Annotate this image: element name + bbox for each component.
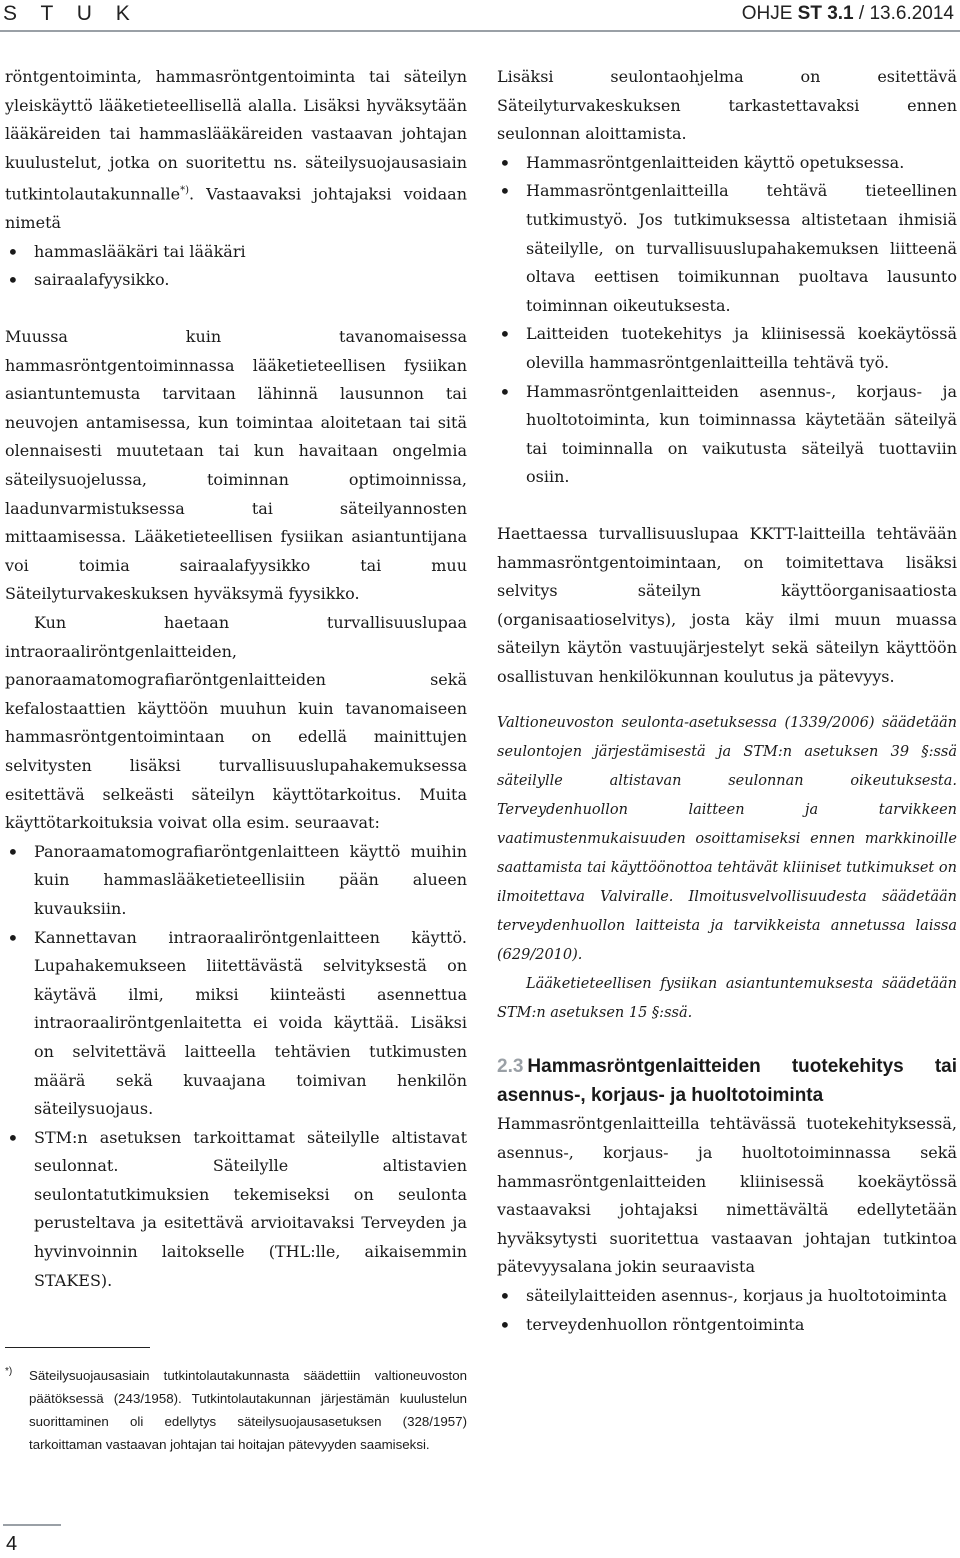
other-purposes-list [497, 149, 957, 492]
director-list [5, 238, 467, 295]
list-item: • hammaslääkäri tai lääkäri [5, 238, 467, 267]
footnote-mark: *) [5, 1366, 13, 1377]
left-paragraph-1-text: röntgentoiminta, hammasröntgentoiminta tai säteilyn yleiskäyttö lääketieteellisellä alalla. Lisäksi hyväksytään lääkäreiden tai hammaslääkäreiden vastaavan johtajan kuulustelut, jotka on suoritettu ns. säteilysuojausasiain tutkintolautakunnalle [5, 67, 467, 204]
legal-note-2: Lääketieteellisen fysiikan asiantuntemuksesta säädetään STM:n asetuksen 15 §:ssä. [497, 976, 957, 1022]
list-item: • STM:n asetuksen tarkoittamat säteilylle altistavat seulonnat. Säteilylle altistavien seulontatutkimuksien tekemiseksi on seulonta perusteltava ja esitettävä arvioitavaksi Terveyden ja hyvinvoinnin laitokselle (THL:lle, aikaisemmin STAKES). [5, 1124, 467, 1296]
right-paragraph-1: Lisäksi seulontaohjelma on esitettävä Säteilyturvakeskuksen tarkastettavaksi ennen seulonnan aloittamista. [497, 67, 957, 144]
list-item: • Hammasröntgenlaitteiden asennus-, korjaus- ja huoltotoiminta, kun toiminnassa käytetään säteilyä tai toiminnalla on vaikutusta säteilyä tuottaviin osiin. [497, 378, 957, 492]
brand-logo: S T U K [3, 2, 139, 25]
page-number: 4 [6, 1533, 18, 1555]
list-item: • Laitteiden tuotekehitys ja kliinisessä koekäytössä olevilla hammasröntgenlaitteilla tehtävä työ. [497, 320, 957, 377]
left-paragraph-1 [5, 63, 467, 238]
list-item: • sairaalafyysikko. [5, 266, 467, 295]
left-paragraph-2: Muussa kuin tavanomaisessa hammasröntgentoiminnassa lääketieteellisen fysiikan asiantuntemusta tarvitaan lähinnä lausunnon tai neuvojen antamisessa, kun toimintaa aloitetaan tai sitä olennaisesti muutetaan tai kun havaitaan ongelmia säteilysuojelussa, toiminnan optimoinnissa, laadunvarmistuksessa tai säteilyannosten mittaamisessa. Lääketieteellisen fysiikan asiantuntijana voi toimia sairaalafyysikko tai muu Säteilyturvakeskuksen hyväksymä fyysikko. [5, 327, 467, 604]
footnote [5, 1364, 467, 1456]
section-heading [497, 1052, 957, 1110]
list-item: • Hammasröntgenlaitteiden käyttö opetuksessa. [497, 149, 957, 178]
purpose-list [5, 838, 467, 1296]
guide-code: ST 3.1 [797, 3, 854, 24]
right-column [497, 63, 957, 1339]
guide-prefix: OHJE [741, 3, 798, 24]
left-paragraph-1-end: . Vastaavaksi johtajaksi voidaan nimetä [5, 184, 467, 233]
right-paragraph-3: Hammasröntgenlaitteilla tehtävässä tuotekehityksessä, asennus-, korjaus- ja huoltotoiminnassa sekä hammasröntgenlaitteiden kliinisessä koekäytössä vastaavaksi johtajaksi nimettävältä edellytetään hyväksytysti suoritettua vastaavan johtajan tutkintoa pätevyysalana jokin seuraavista [497, 1114, 957, 1277]
list-item: • Kannettavan intraoraaliröntgenlaitteen käyttö. Lupahakemukseen liitettävästä selvityksestä on käytävä ilmi, miksi kiinteästi asennettua intraoraaliröntgenlaitetta ei voida käyttää. Lisäksi on selvitettävä laitteella tehtävien tutkimusten määrä sekä kuvaajana toimivan henkilön säteilysuojaus. [5, 924, 467, 1124]
left-paragraph-3: Kun haetaan turvallisuuslupaa intraoraaliröntgenlaitteiden, panoraamatomografiaröntgenlaitteiden sekä kefalostaattien käyttöön muuhun kuin tavanomaiseen hammasröntgentoimintaan on edellä mainittujen selvitysten lisäksi turvallisuuslupahakemuksessa esitettävä selkeästi säteilyn käyttötarkoitus. Muita käyttötarkoituksia voivat olla esim. seuraavat: [5, 613, 467, 833]
guide-date: / 13.6.2014 [853, 3, 954, 24]
section-title: Hammasröntgenlaitteiden tuotekehitys tai asennus-, korjaus- ja huoltotoiminta [497, 1056, 957, 1107]
header-divider [0, 30, 960, 32]
right-paragraph-2: Haettaessa turvallisuuslupaa KKTT-laitteilla tehtävään hammasröntgentoimintaan, on toimitettava lisäksi selvitys säteilyn käyttöorganisaatiosta (organisaatioselvitys), josta käy ilmi muun muassa säteilyn käytön vastuujärjestelyt sekä säteilyn käyttöön osallistuvan henkilökunnan koulutus ja pätevyys. [497, 523, 957, 686]
list-item: • terveydenhuollon röntgentoiminta [497, 1311, 957, 1340]
list-item: • Hammasröntgenlaitteilla tehtävä tieteellinen tutkimustyö. Jos tutkimuksessa altistetaan ihmisiä säteilylle, on turvallisuuslupahakemuksen liitteenä oltava eettisen toimikunnan puoltava lausunto toiminnan oikeutuksesta. [497, 177, 957, 320]
footnote-divider [5, 1347, 150, 1348]
qualification-list [497, 1282, 957, 1339]
footnote-text: Säteilysuojausasiain tutkintolautakunnasta säädettiin valtioneuvoston päätöksessä (243/1958). Tutkintolautakunnan järjestämän kuulustelun suorittaminen oli edellytys säteilysuojausasetuksen (328/1957) tarkoittaman vastaavan johtajan tai hoitajan pätevyyden saamiseksi. [29, 1368, 467, 1452]
section-number: 2.3 [497, 1056, 524, 1078]
list-item: • Panoraamatomografiaröntgenlaitteen käyttö muihin kuin hammaslääketieteellisiin pään alueen kuvauksiin. [5, 838, 467, 924]
left-column [5, 63, 467, 1295]
list-item: • säteilylaitteiden asennus-, korjaus ja huoltotoiminta [497, 1282, 957, 1311]
guide-reference [742, 3, 954, 25]
legal-note-1: Valtioneuvoston seulonta-asetuksessa (1339/2006) säädetään seulontojen järjestämisestä ja STM:n asetuksen 39 §:ssä säteilylle altistavan seulonnan oikeutuksesta. Terveydenhuollon laitteen ja tarvikkeen vaatimustenmukaisuuden osoittamiseksi ennen markkinoille saattamista tai käyttöönottoa tehtävät kliiniset tutkimukset on ilmoitettava Valviralle. Ilmoitusvelvollisuudesta säädetään terveydenhuollon laitteista ja tarvikkeista annetussa laissa (629/2010). [497, 715, 957, 964]
footnote-reference[interactable]: *) [180, 185, 190, 197]
page-number-rule [3, 1524, 61, 1526]
